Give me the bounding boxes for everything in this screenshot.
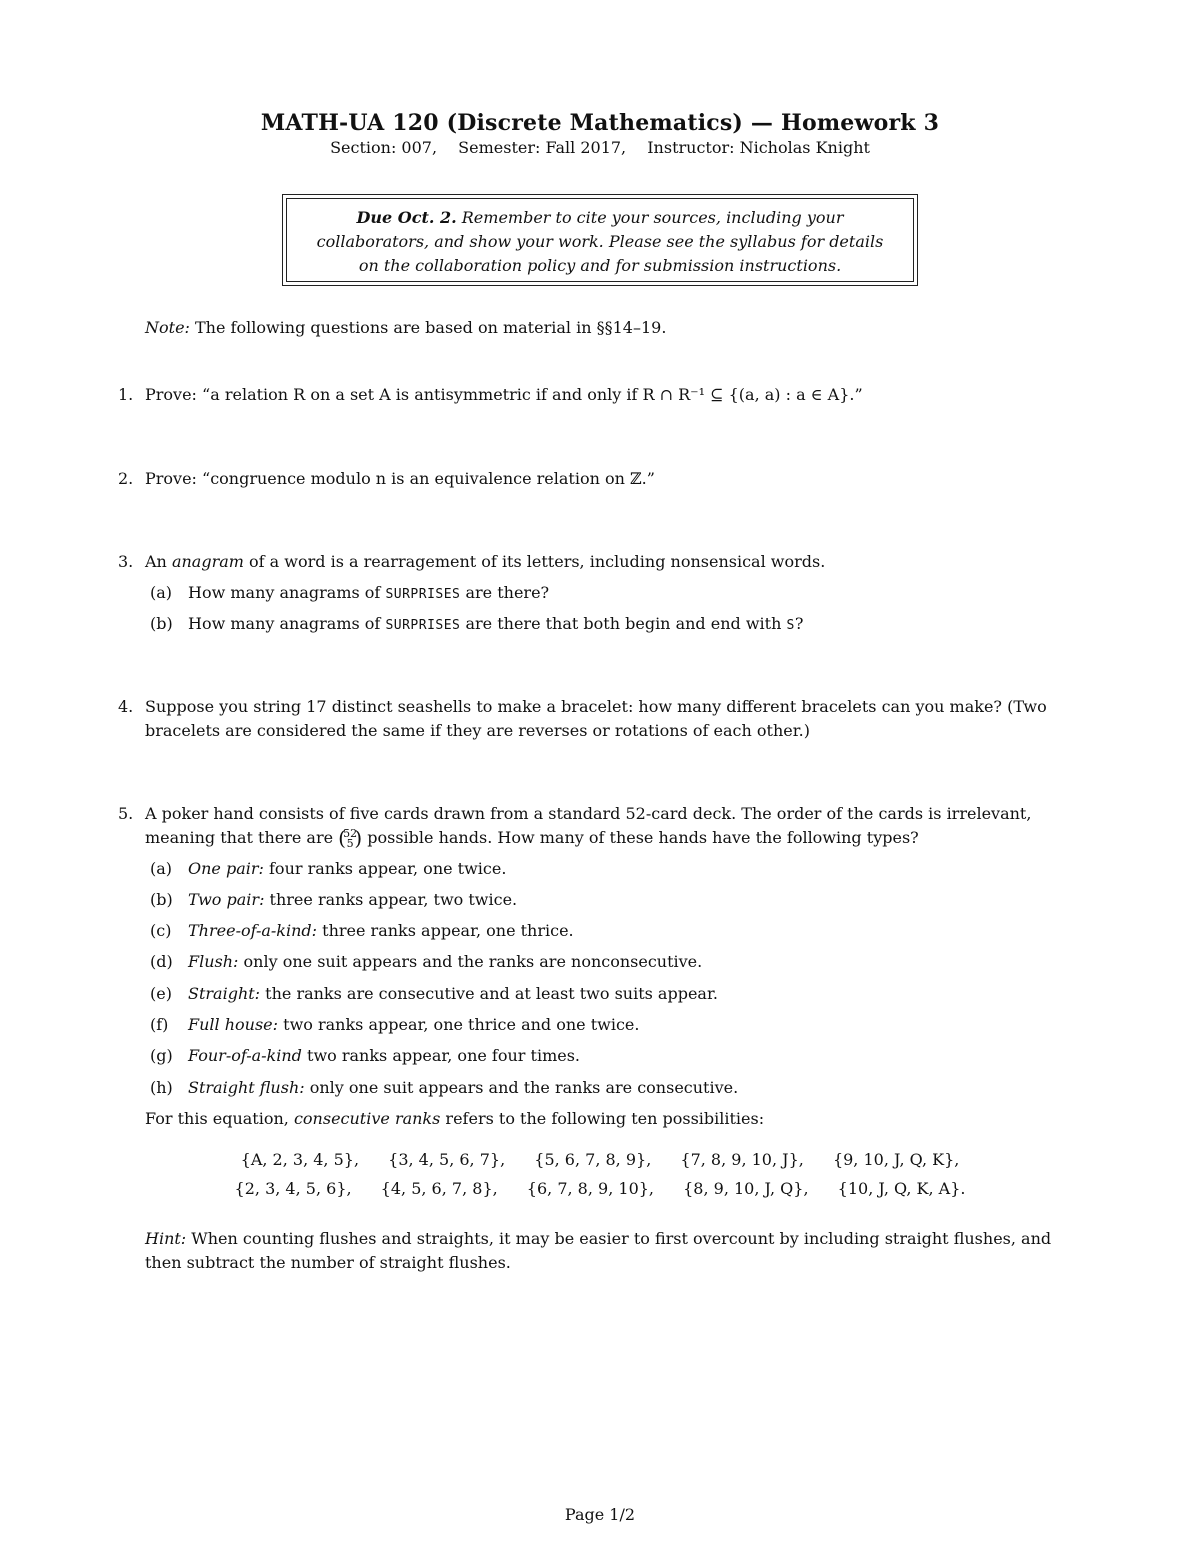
part-label: (a) (150, 859, 173, 878)
consec-post: refers to the following ten possibilities: (440, 1109, 765, 1128)
part-pre: How many anagrams of (188, 583, 386, 602)
q5-line-2-post: possible hands. How many of these hands have the following types? (362, 828, 919, 847)
hand-desc: three ranks appear, two twice. (264, 890, 518, 909)
question-5a (150, 857, 1090, 881)
question-number: 5. (118, 804, 134, 823)
rank-set: {3, 4, 5, 6, 7}, (388, 1150, 506, 1169)
part-end: ? (794, 614, 804, 633)
part-text (188, 581, 549, 607)
hand-name: Four-of-a-kind (188, 1046, 302, 1065)
question-number: 1. (118, 385, 134, 404)
page-title: MATH-UA 120 (Discrete Mathematics) — Homework 3 (260, 110, 940, 136)
hand-desc: the ranks are consecutive and at least two suits appear. (260, 984, 718, 1003)
question-5h (150, 1076, 1090, 1100)
hand-name: Three-of-a-kind: (188, 921, 318, 940)
page-number: Page 1/2 (564, 1505, 636, 1524)
hand-desc: only one suit appears and the ranks are nonconsecutive. (238, 952, 703, 971)
hand-name: Full house: (188, 1015, 279, 1034)
question-5b (150, 888, 1090, 912)
question-text: Prove: “congruence modulo n is an equivalence relation on ℤ.” (145, 469, 655, 488)
rank-set: {4, 5, 6, 7, 8}, (380, 1179, 498, 1198)
hand-desc: two ranks appear, one four times. (301, 1046, 580, 1065)
part-word: SURPRISES (385, 587, 461, 602)
part-text (188, 919, 574, 943)
hand-name: Straight flush: (188, 1078, 305, 1097)
q3-text-b: of a word is a rearragement of its letters, including nonsensical words. (243, 552, 826, 571)
consecutive-ranks-intro (145, 1107, 764, 1131)
part-text (188, 1044, 580, 1068)
question-text (145, 550, 1098, 574)
part-text (188, 857, 506, 881)
q3-term: anagram (171, 552, 244, 571)
hint-line-2: then subtract the number of straight flushes. (145, 1253, 511, 1272)
part-text (188, 888, 517, 912)
rank-set: {5, 6, 7, 8, 9}, (534, 1150, 652, 1169)
part-label: (a) (150, 583, 173, 602)
note-label: Note: (145, 318, 190, 337)
question-5c (150, 919, 1090, 943)
hint-line-1 (145, 1227, 1051, 1251)
part-text (188, 950, 702, 974)
hand-name: One pair: (188, 859, 264, 878)
binomial (338, 825, 363, 850)
part-label: (e) (150, 984, 172, 1003)
binom-left-paren: ( (338, 825, 346, 850)
binom-right-paren: ) (354, 825, 363, 850)
note (145, 316, 666, 340)
consec-term: consecutive ranks (293, 1109, 441, 1128)
question-number: 4. (118, 697, 134, 716)
question-5f (150, 1013, 1090, 1037)
hint-line-1-text: When counting flushes and straights, it may be easier to first overcount by including straight flushes, and (186, 1229, 1052, 1248)
part-pre: How many anagrams of (188, 614, 386, 633)
question-text: Prove: “a relation R on a set A is antisymmetric if and only if R ∩ R⁻¹ ⊆ {(a, a) : a ∈ A}.” (145, 385, 863, 404)
due-line-1-text: Remember to cite your sources, including your (456, 208, 844, 227)
note-text: The following questions are based on material in §§14–19. (189, 318, 667, 337)
question-3a (150, 581, 1090, 605)
hand-name: Flush: (188, 952, 239, 971)
binom-bottom: 5 (346, 836, 354, 850)
part-text (188, 1076, 738, 1100)
hand-desc: three ranks appear, one thrice. (317, 921, 574, 940)
question-text (145, 802, 1098, 850)
rank-set: {10, J, Q, K, A}. (837, 1179, 966, 1198)
q5-line-2-pre: meaning that there are (145, 828, 339, 847)
part-label: (g) (150, 1046, 173, 1065)
q5-line-1: A poker hand consists of five cards drawn from a standard 52-card deck. The order of the cards is irrelevant, (145, 804, 1032, 823)
part-letter: S (786, 618, 795, 633)
hand-desc: only one suit appears and the ranks are consecutive. (304, 1078, 739, 1097)
hand-name: Straight: (188, 984, 261, 1003)
question-5e (150, 982, 1090, 1006)
part-word: SURPRISES (385, 618, 461, 633)
question-4 (118, 695, 1098, 743)
q5-line-2 (145, 826, 1098, 850)
rank-set: {7, 8, 9, 10, J}, (680, 1150, 804, 1169)
part-text (188, 1013, 639, 1037)
part-label: (d) (150, 952, 173, 971)
question-number: 3. (118, 552, 134, 571)
course-info (0, 138, 1200, 157)
hint-label: Hint: (145, 1229, 187, 1248)
part-label: (f) (150, 1015, 169, 1034)
consec-pre: For this equation, (145, 1109, 294, 1128)
due-line-3: on the collaboration policy and for submission instructions. (358, 256, 842, 275)
q4-line-1: Suppose you string 17 distinct seashells to make a bracelet: how many different bracelets can you make? (Two (145, 697, 1047, 716)
due-line-2: collaborators, and show your work. Please see the syllabus for details (316, 232, 884, 251)
rank-set: {9, 10, J, Q, K}, (832, 1150, 960, 1169)
q3-text-a: An (145, 552, 172, 571)
q4-line-2: bracelets are considered the same if they are reverses or rotations of each other.) (145, 721, 810, 740)
part-label: (h) (150, 1078, 173, 1097)
hint (145, 1227, 1051, 1275)
question-text (145, 695, 1098, 743)
rank-set: {2, 3, 4, 5, 6}, (234, 1179, 352, 1198)
part-label: (b) (150, 614, 173, 633)
question-5g (150, 1044, 1090, 1068)
question-1 (118, 383, 1098, 407)
section-info: Section: 007, (330, 138, 438, 157)
hand-desc: two ranks appear, one thrice and one twice. (278, 1015, 640, 1034)
part-label: (c) (150, 921, 172, 940)
question-3 (118, 550, 1098, 574)
rank-set: {6, 7, 8, 9, 10}, (526, 1179, 655, 1198)
due-date: Due Oct. 2. (356, 208, 457, 227)
consecutive-sets-row-2 (0, 1179, 1200, 1198)
binom-top: 52 (343, 826, 358, 840)
part-text (188, 982, 718, 1006)
hand-name: Two pair: (188, 890, 265, 909)
question-3b (150, 612, 1090, 636)
question-number: 2. (118, 469, 134, 488)
part-post: are there? (460, 583, 550, 602)
question-5d (150, 950, 1090, 974)
hand-desc: four ranks appear, one twice. (263, 859, 507, 878)
instructor-info: Instructor: Nicholas Knight (647, 138, 870, 157)
part-label: (b) (150, 890, 173, 909)
rank-set: {A, 2, 3, 4, 5}, (240, 1150, 360, 1169)
question-5 (118, 802, 1098, 852)
semester-info: Semester: Fall 2017, (458, 138, 627, 157)
rank-set: {8, 9, 10, J, Q}, (683, 1179, 809, 1198)
part-text (188, 612, 803, 638)
due-line-1 (287, 206, 913, 230)
part-post: are there that both begin and end with (460, 614, 787, 633)
due-date-box (282, 194, 918, 286)
consecutive-sets-row-1 (0, 1150, 1200, 1169)
question-2 (118, 467, 1098, 491)
due-date-box-inner (286, 198, 914, 282)
